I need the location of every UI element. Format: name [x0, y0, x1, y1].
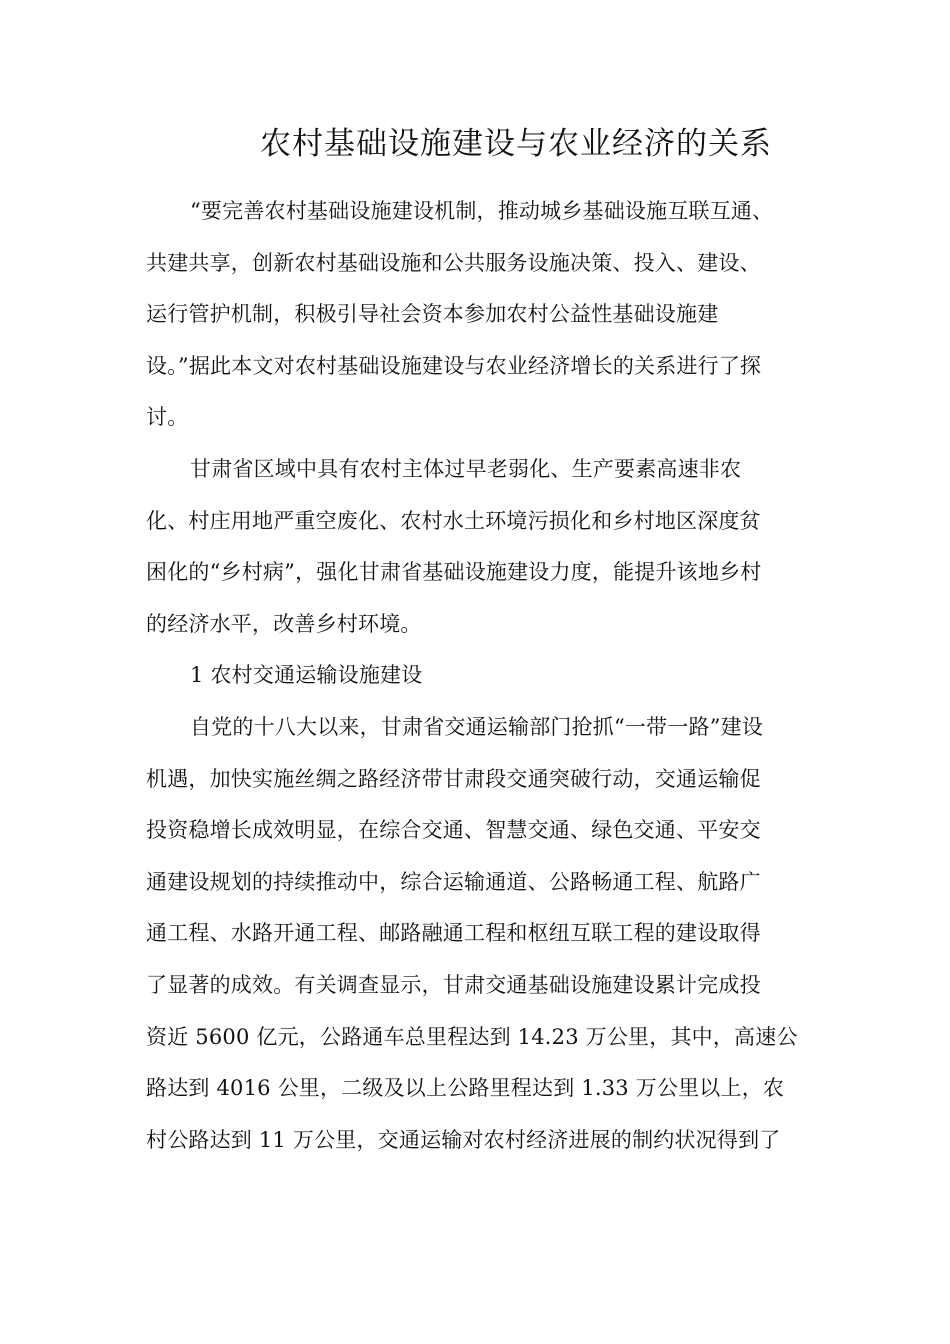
paragraph-1-line-4: 设。”据此本文对农村基础设施建设与农业经济增长的关系进行了探 [146, 353, 762, 378]
document-body [146, 186, 810, 1166]
document-title: 农村基础设施建设与农业经济的关系 [260, 126, 772, 162]
paragraph-3-line-2: 机遇，加快实施丝绸之路经济带甘肃段交通突破行动，交通运输促 [146, 766, 761, 791]
paragraph-1-line-2: 共建共享，创新农村基础设施和公共服务设施决策、投入、建设、 [146, 250, 761, 275]
paragraph-2-line-2: 化、村庄用地严重空废化、农村水土环境污损化和乡村地区深度贫 [146, 508, 761, 533]
paragraph-3-line-1: 自党的十八大以来，甘肃省交通运输部门抢抓“一带一路”建设 [190, 714, 764, 739]
paragraph-1-line-5: 讨。 [146, 405, 189, 430]
paragraph-2-line-3: 困化的“乡村病”，强化甘肃省基础设施建设力度，能提升该地乡村 [146, 560, 762, 585]
paragraph-3-line-5: 通工程、水路开通工程、邮路融通工程和枢纽互联工程的建设取得 [146, 921, 761, 946]
paragraph-1-line-1: “要完善农村基础设施建设机制，推动城乡基础设施互联互通、 [190, 199, 774, 223]
paragraph-3-line-9: 村公路达到 11 万公里，交通运输对农村经济进展的制约状况得到了 [146, 1127, 781, 1152]
paragraph-3-line-7: 资近 5600 亿元，公路通车总里程达到 14.23 万公里，其中，高速公 [146, 1024, 798, 1049]
paragraph-3-line-4: 通建设规划的持续推动中，综合运输通道、公路畅通工程、航路广 [146, 869, 761, 894]
paragraph-3-line-3: 投资稳增长成效明显，在综合交通、智慧交通、绿色交通、平安交 [146, 818, 761, 843]
paragraph-3-line-6: 了显著的成效。有关调查显示，甘肃交通基础设施建设累计完成投 [146, 972, 761, 997]
paragraph-2-line-1: 甘肃省区域中具有农村主体过早老弱化、生产要素高速非农 [190, 456, 742, 481]
paragraph-1-line-3: 运行管护机制，积极引导社会资本参加农村公益性基础设施建 [146, 302, 719, 327]
paragraph-2-line-4: 的经济水平，改善乡村环境。 [146, 611, 422, 636]
section-heading: 1 农村交通运输设施建设 [190, 663, 423, 688]
paragraph-3-line-8: 路达到 4016 公里，二级及以上公路里程达到 1.33 万公里以上，农 [146, 1076, 785, 1101]
